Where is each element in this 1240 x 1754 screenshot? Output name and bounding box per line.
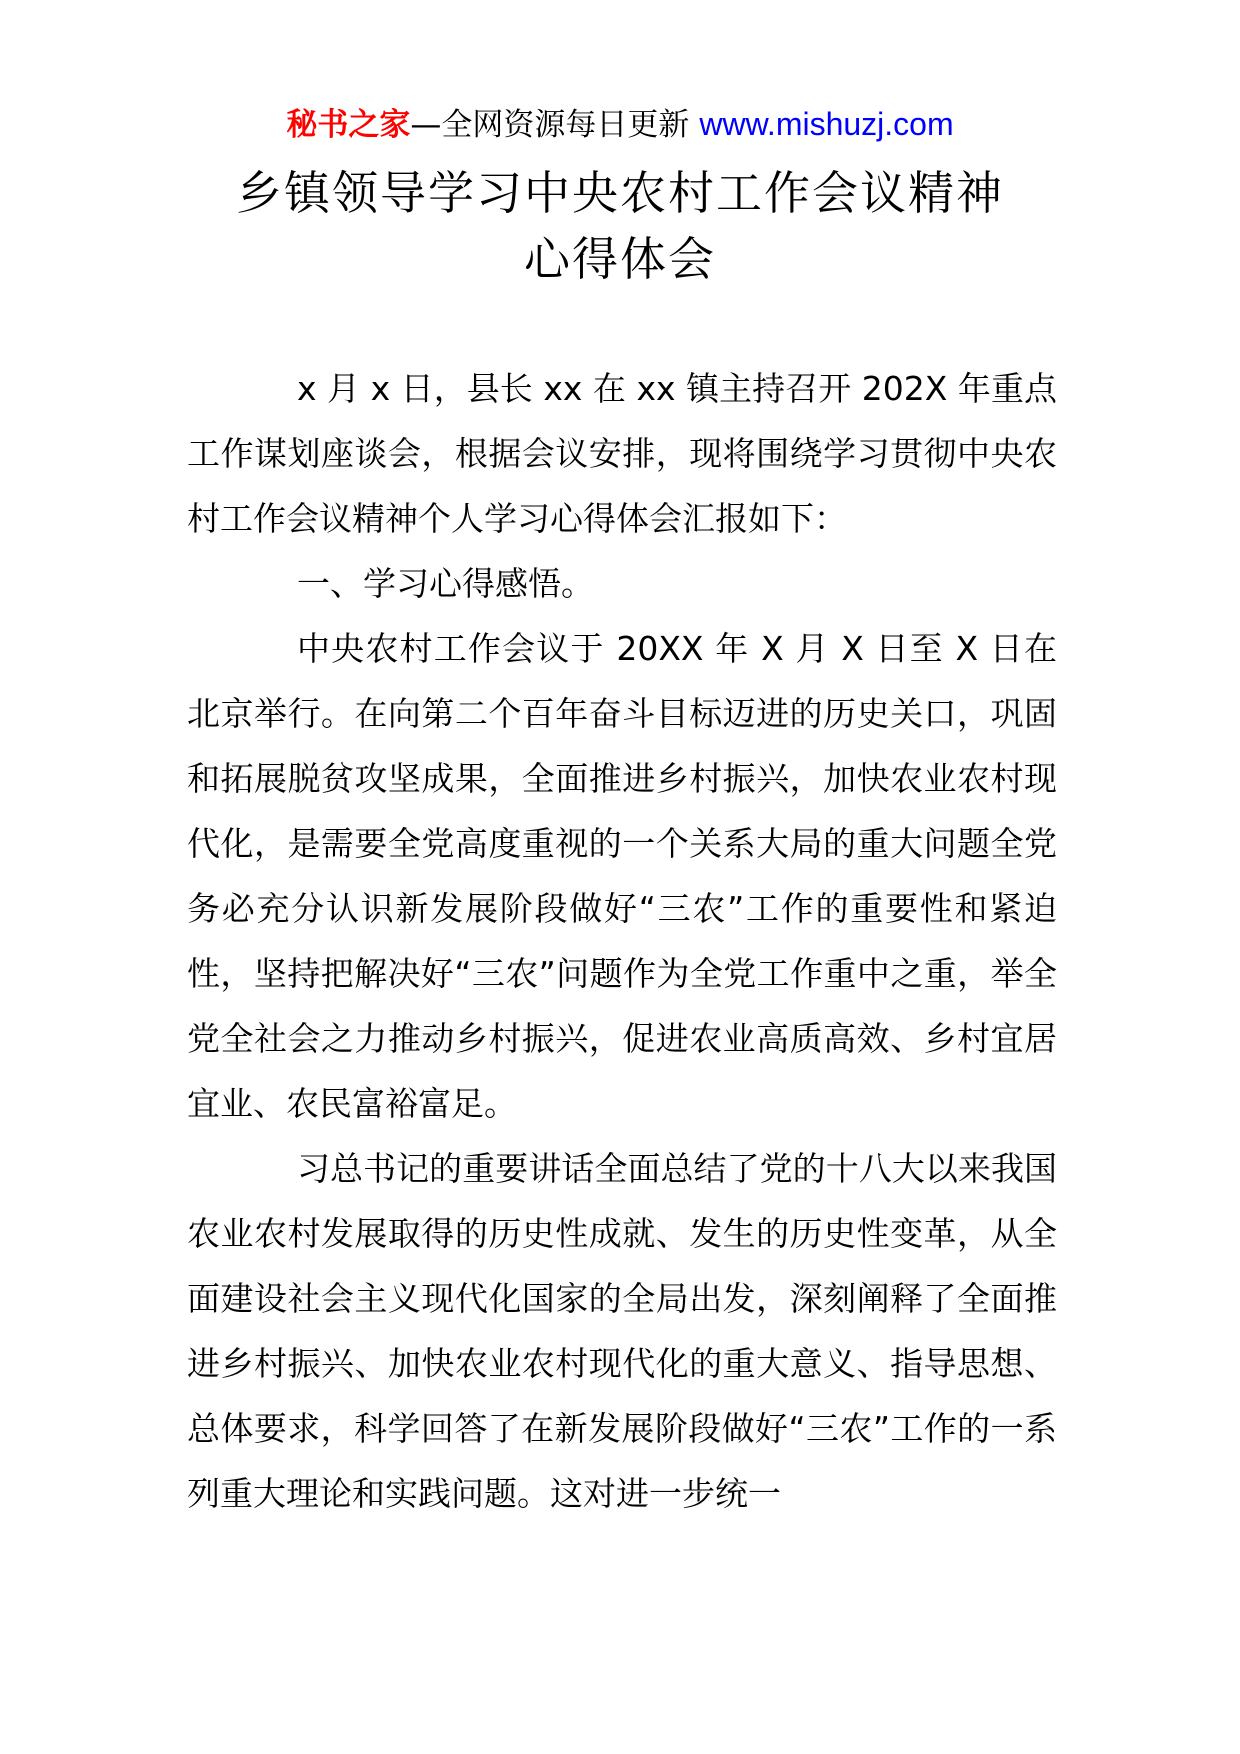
paragraph-intro: x 月 x 日，县长 xx 在 xx 镇主持召开 202X 年重点工作谋划座谈会，根据会议安排，现将围绕学习贯彻中央农村工作会议精神个人学习心得体会汇报如下： <box>187 369 1057 538</box>
header-tagline: —全网资源每日更新 <box>410 107 690 143</box>
title-line-2: 心得体会 <box>524 232 716 286</box>
document-body <box>187 356 1057 1526</box>
title-line-1: 乡镇领导学习中央农村工作会议精神 <box>236 166 1004 220</box>
section-heading: 一、学习心得感悟。 <box>297 564 594 603</box>
brand-name: 秘书之家 <box>286 107 411 143</box>
site-url-link[interactable]: www.mishuzj.com <box>699 106 954 142</box>
site-header <box>0 102 1240 147</box>
document-title <box>0 160 1240 292</box>
paragraph: 中央农村工作会议于 20XX 年 X 月 X 日至 X 日在北京举行。在向第二个百年奋斗目标迈进的历史关口，巩固和拓展脱贫攻坚成果，全面推进乡村振兴，加快农业农村现代化，是需要全党高度重视的一个关系大局的重大问题全党务必充分认识新发展阶段做好“三农”工作的重要性和紧迫性，坚持把解决好“三农”问题作为全党工作重中之重，举全党全社会之力推动乡村振兴，促进农业高质高效、乡村宜居宜业、农民富裕富足。 <box>187 629 1057 1123</box>
paragraph: 习总书记的重要讲话全面总结了党的十八大以来我国农业农村发展取得的历史性成就、发生的历史性变革，从全面建设社会主义现代化国家的全局出发，深刻阐释了全面推进乡村振兴、加快农业农村现代化的重大意义、指导思想、总体要求，科学回答了在新发展阶段做好“三农”工作的一系列重大理论和实践问题。这对进一步统一 <box>187 1149 1057 1513</box>
